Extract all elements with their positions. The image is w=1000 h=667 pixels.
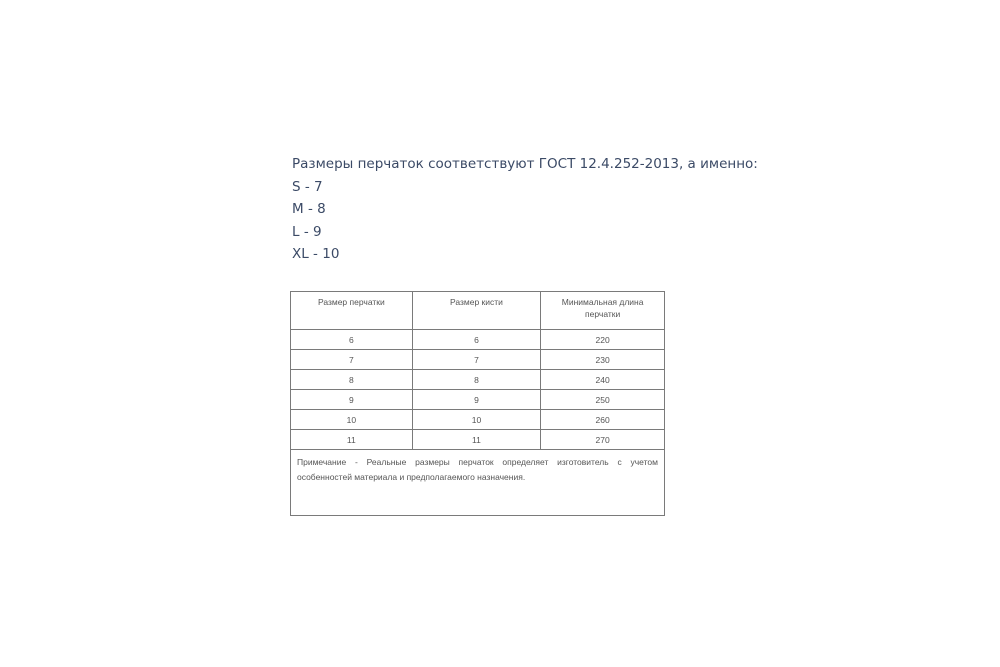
cell-min-length: 260 xyxy=(541,410,665,430)
cell-hand-size: 8 xyxy=(412,370,541,390)
cell-hand-size: 7 xyxy=(412,350,541,370)
size-line-xl: XL - 10 xyxy=(292,246,340,262)
header-min-length: Минимальная длина перчатки xyxy=(541,292,665,330)
cell-glove-size: 8 xyxy=(291,370,413,390)
size-correspondence-text xyxy=(292,153,762,266)
glove-size-table xyxy=(290,291,665,516)
table-row xyxy=(291,390,665,410)
cell-hand-size: 11 xyxy=(412,430,541,450)
cell-min-length: 270 xyxy=(541,430,665,450)
cell-glove-size: 11 xyxy=(291,430,413,450)
header-hand-size: Размер кисти xyxy=(412,292,541,330)
cell-glove-size: 9 xyxy=(291,390,413,410)
cell-glove-size: 7 xyxy=(291,350,413,370)
cell-hand-size: 6 xyxy=(412,330,541,350)
header-glove-size: Размер перчатки xyxy=(291,292,413,330)
size-line-l: L - 9 xyxy=(292,223,322,240)
table-row xyxy=(291,350,665,370)
intro-heading: Размеры перчаток соответствуют ГОСТ 12.4.252-2013, а именно: xyxy=(292,156,758,172)
cell-glove-size: 10 xyxy=(291,410,413,430)
cell-min-length: 240 xyxy=(541,370,665,390)
cell-hand-size: 10 xyxy=(412,410,541,430)
size-line-m: M - 8 xyxy=(292,201,326,217)
table-row xyxy=(291,330,665,350)
table-row xyxy=(291,370,665,390)
table-row xyxy=(291,430,665,450)
cell-min-length: 220 xyxy=(541,330,665,350)
cell-min-length: 250 xyxy=(541,390,665,410)
size-line-s: S - 7 xyxy=(292,178,323,195)
cell-min-length: 230 xyxy=(541,350,665,370)
table-row xyxy=(291,410,665,430)
cell-hand-size: 9 xyxy=(412,390,541,410)
table-note: Примечание - Реальные размеры перчаток определяет изготовитель с учетом особенностей материала и предполагаемого назначения. xyxy=(291,450,665,516)
table-note-row xyxy=(291,450,665,516)
cell-glove-size: 6 xyxy=(291,330,413,350)
table-header-row xyxy=(291,292,665,330)
